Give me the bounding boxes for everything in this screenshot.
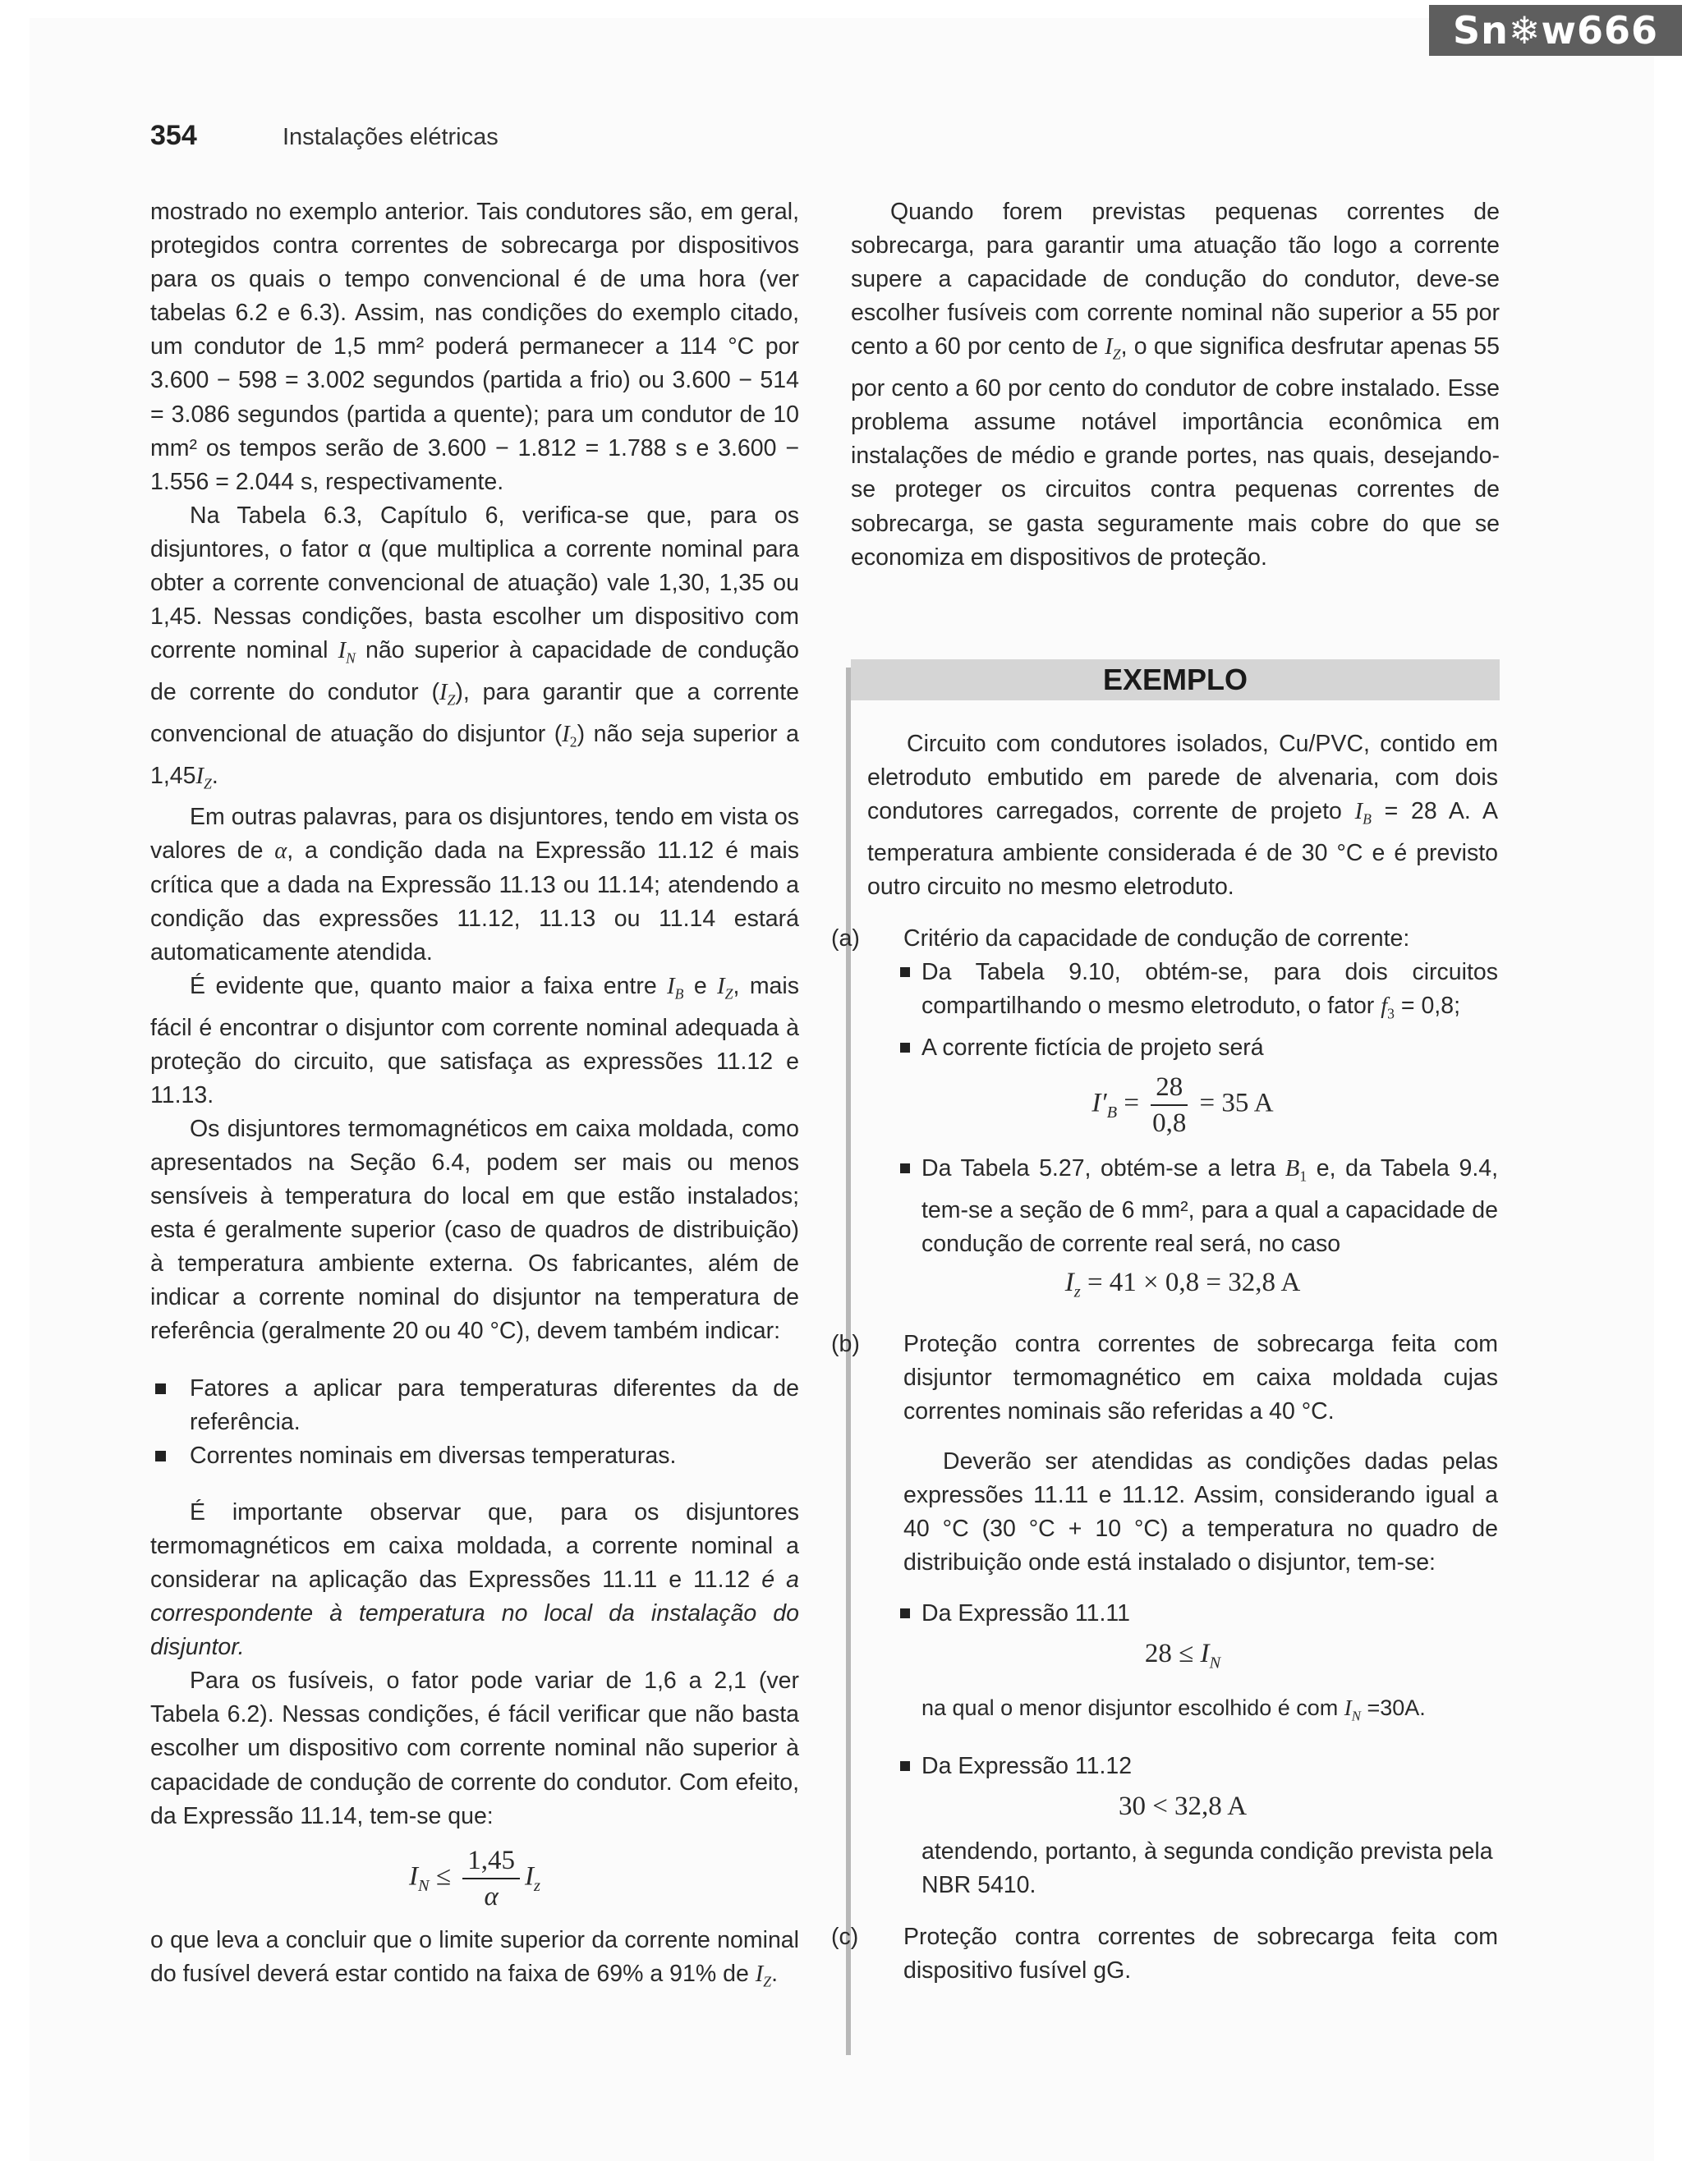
list-item: A corrente fictícia de projeto será — [900, 1031, 1498, 1065]
paragraph: Deverão ser atendidas as condições dadas pelas expressões 11.11 e 11.12. Assim, considerando igual a 40 °C (30 °C + 10 °C) a temperatura no quadro de distribuição onde está instalado o disjuntor, tem-se: — [903, 1448, 1498, 1576]
bullet-list — [867, 956, 1498, 1065]
bullet-list — [867, 1750, 1498, 1783]
example-item-b: (b) Proteção contra correntes de sobrecarga feita com disjuntor termomagnético em caixa moldada cujas correntes nominais são referidas a 40 °C. Deverão ser atendidas as condições dadas pelas expressões 11.11 e 11.12. Assim, considerando igual a 40 °C (30 °C + 10 °C) a temperatura no quadro de distribuição onde está instalado o disjuntor, tem-se: Da Expressão 11.11 $28 \le I_N$ na qual o menor disjuntor escolhido é com $I_N =30A$. Da Expressão 11.12 30 < 32,8 A atendendo, portanto, à segunda condição prevista pela NBR 5410. — [867, 1328, 1498, 1902]
paragraph: o que leva a concluir que o limite superior da corrente nominal do fusível deverá estar contido na faixa de 69% a 91% de $I_Z$. — [150, 1926, 799, 1990]
paragraph: É importante observar que, para os disjuntores termomagnéticos em caixa moldada, a corrente nominal a considerar na aplicação das Expressões 11.11 e 11.12 é a correspondente à temperatura no local da instalação do disjuntor. — [150, 1498, 799, 1661]
bullet-list — [867, 1152, 1498, 1261]
left-column — [150, 195, 799, 1999]
list-item: Da Tabela 5.27, obtém-se a letra $B_1$ e, da Tabela 9.4, tem-se a seção de 6 mm², para a qual a capacidade de condução de corrente real será, no caso — [900, 1152, 1498, 1261]
example-title: EXEMPLO — [851, 659, 1500, 700]
list-item: Correntes nominais em diversas temperaturas. — [150, 1439, 799, 1473]
paragraph: É evidente que, quanto maior a faixa entre $I_B$ e $I_Z$, mais fácil é encontrar o disjuntor com corrente nominal adequada à proteção do circuito, que satisfaça as expressões 11.12 e 11.13. — [150, 972, 799, 1108]
example-item-a: (a) Critério da capacidade de condução de corrente: Da Tabela 9.10, obtém-se, para dois circuitos compartilhando o mesmo eletroduto, o fator $f_3 = 0,8$; A corrente fictícia de projeto será $I'_B$ = $\frac{28}{0,8}$ = 35 A Da Tabela 5.27, obtém-se a letra $B_1$ e, da Tabela 9.4, tem-se a seção de 6 mm², para a qual a capacidade de condução de corrente real será, no caso $I_z = 41 \times 0,8 = 32,8$ A — [867, 922, 1498, 1310]
right-column — [851, 195, 1500, 575]
formula: $I'_B$ = $\frac{28}{0,8}$ = 35 A — [867, 1070, 1498, 1140]
example-side-rule — [846, 668, 851, 2055]
note: atendendo, portanto, à segunda condição prevista pela NBR 5410. — [921, 1838, 1493, 1899]
bullet-list — [150, 1372, 799, 1473]
example-body — [831, 727, 1499, 1988]
paragraph: Para os fusíveis, o fator pode variar de 1,6 a 2,1 (ver Tabela 6.2). Nessas condições, é fácil verificar que não basta escolher um dispositivo com corrente nominal não superior à capacidade de condução de corrente do condutor. Com efeito, da Expressão 11.14, tem-se que: — [150, 1668, 799, 1829]
fraction: $\frac{28}{0,8}$ — [1151, 1070, 1188, 1140]
formula: 30 < 32,8 A — [1118, 1791, 1248, 1821]
list-item: Fatores a aplicar para temperaturas diferentes da de referência. — [150, 1372, 799, 1439]
paragraph: Circuito com condutores isolados, Cu/PVC, contido em eletroduto embutido em parede de alvenaria, com dois condutores carregados, corrente de projeto $I_B = 28$ A. A temperatura ambiente considerada é de 30 °C e é previsto outro circuito no mesmo eletroduto. — [867, 731, 1498, 901]
list-item: Da Expressão 11.11 — [900, 1597, 1498, 1631]
list-item: Da Tabela 9.10, obtém-se, para dois circuitos compartilhando o mesmo eletroduto, o fator $f_3 = 0,8$; — [900, 956, 1498, 1031]
formula: $I_z = 41 \times 0,8 = 32,8$ A — [1064, 1268, 1301, 1301]
bullet-list — [867, 1597, 1498, 1631]
watermark-logo: Sn❄w666 — [1429, 5, 1682, 56]
note: na qual o menor disjuntor escolhido é com $I_N =30A$. — [921, 1695, 1426, 1724]
page-number: 354 — [150, 120, 197, 151]
paragraph: mostrado no exemplo anterior. Tais condutores são, em geral, protegidos contra correntes de sobrecarga por dispositivos para os quais o tempo convencional é de uma hora (ver tabelas 6.2 e 6.3). Assim, nas condições do exemplo citado, um condutor de 1,5 mm² poderá permanecer a 114 °C por 3.600 − 598 = 3.002 segundos (partida a frio) ou 3.600 − 514 = 3.086 segundos (partida a quente); para um condutor de 10 mm² os tempos serão de 3.600 − 1.812 = 1.788 s e 3.600 − 1.556 = 2.044 s, respectivamente. — [150, 199, 799, 495]
paragraph: Na Tabela 6.3, Capítulo 6, verifica-se que, para os disjuntores, o fator α (que multiplica a corrente nominal para obter a corrente convencional de atuação) vale 1,30, 1,35 ou 1,45. Nessas condições, basta escolher um dispositivo com corrente nominal $I_N$ não superior à capacidade de condução de corrente do condutor $(I_Z)$, para garantir que a corrente convencional de atuação do disjuntor $(I_2)$ não seja superior a $1,45I_Z$. — [150, 502, 799, 792]
paragraph: Quando forem previstas pequenas correntes de sobrecarga, para garantir uma atuação tão logo a corrente supere a capacidade de condução do condutor, deve-se escolher fusíveis com corrente nominal não superior a 55 por cento a 60 por cento de $I_Z$, o que significa desfrutar apenas 55 por cento a 60 por cento do condutor de cobre instalado. Esse problema assume notável importância econômica em instalações de médio e grande portes, nas quais, desejando-se proteger os circuitos contra pequenas correntes de sobrecarga, se gasta seguramente mais cobre do que se economiza em dispositivos de proteção. — [851, 199, 1500, 571]
paragraph: Em outras palavras, para os disjuntores, tendo em vista os valores de α, a condição dada na Expressão 11.12 é mais crítica que a dada na Expressão 11.13 ou 11.14; atendendo a condição das expressões 11.12, 11.13 ou 11.14 estará automaticamente atendida. — [150, 804, 799, 966]
running-title: Instalações elétricas — [283, 124, 499, 150]
example-item-c: (c) Proteção contra correntes de sobrecarga feita com dispositivo fusível gG. — [831, 1924, 1498, 1984]
formula: $28 \le I_N$ — [1144, 1638, 1221, 1672]
list-item: Da Expressão 11.12 — [900, 1750, 1498, 1783]
formula: $I_N$ ≤ $\frac{1,45}{\alpha}$ $I_z$ — [150, 1843, 799, 1914]
fraction: $\frac{1,45}{\alpha}$ — [462, 1843, 520, 1914]
paragraph: Os disjuntores termomagnéticos em caixa moldada, como apresentados na Seção 6.4, podem ser mais ou menos sensíveis à temperatura do local em que estão instalados; esta é geralmente superior (caso de quadros de distribuição) à temperatura ambiente externa. Os fabricantes, além de indicar a corrente nominal do disjuntor na temperatura de referência (geralmente 20 ou 40 °C), devem também indicar: — [150, 1115, 799, 1345]
